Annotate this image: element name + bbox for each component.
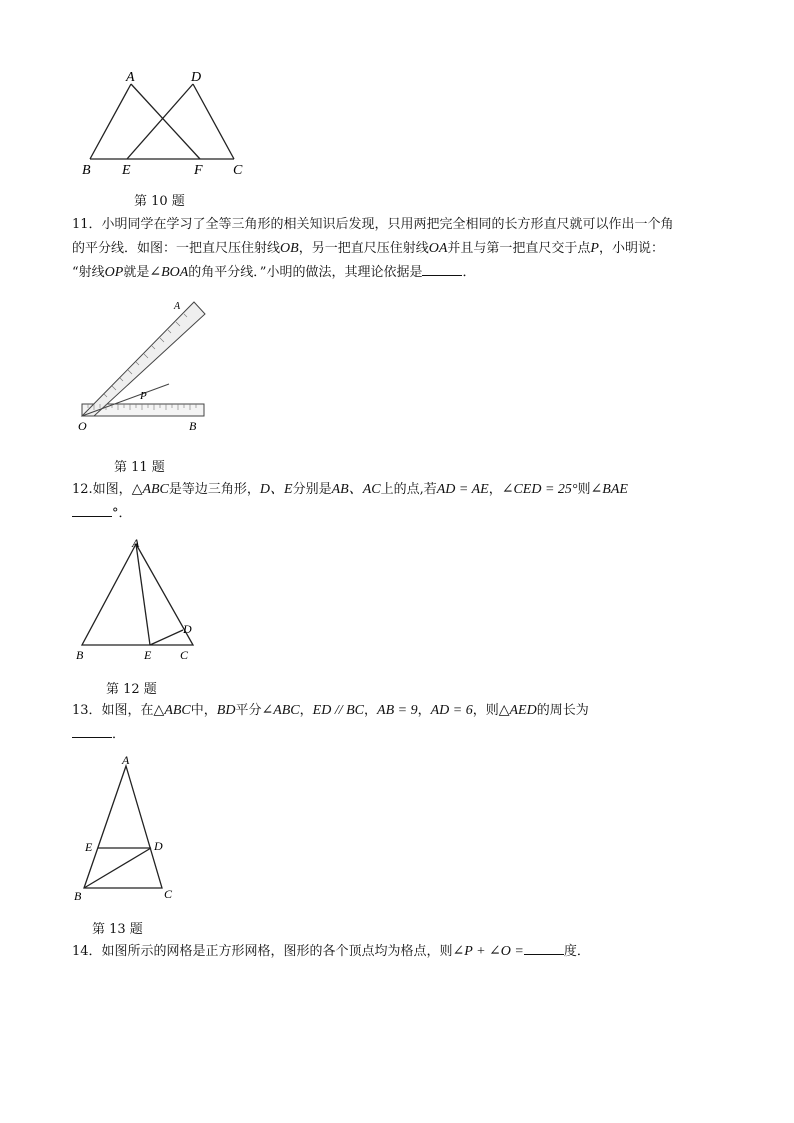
fig10-label-c: C xyxy=(233,163,243,178)
fig10-label-f: F xyxy=(194,163,203,178)
question-11 xyxy=(72,213,674,285)
fig12-label-b: B xyxy=(76,648,84,662)
q12-text: 是等边三角形， xyxy=(168,482,260,497)
q12-sides: AB、AC xyxy=(331,482,381,497)
q13-text: 的周长为 xyxy=(536,703,589,718)
q11-text: “射线 xyxy=(72,265,105,280)
fig13-label-d: D xyxy=(154,839,163,853)
q13-text: ， xyxy=(417,703,431,718)
fig11-label-a: A xyxy=(174,301,181,312)
question-14 xyxy=(72,940,590,964)
q12-triangle: △ABC xyxy=(131,482,169,497)
q11-answer-blank[interactable] xyxy=(422,263,462,276)
fig12-caption: 第 12 题 xyxy=(106,682,157,697)
question-13 xyxy=(72,699,589,747)
q11-text: 就是 xyxy=(123,265,150,280)
fig12-label-e: E xyxy=(144,648,152,662)
figure-10 xyxy=(78,66,258,182)
q12-text: °． xyxy=(112,506,132,521)
q14-answer-blank[interactable] xyxy=(524,942,564,955)
fig13-label-a: A xyxy=(122,753,130,767)
q11-ob: OB xyxy=(280,241,299,256)
q13-ab: AB = 9 xyxy=(377,703,418,718)
q12-unknown-angle: ∠BAE xyxy=(590,482,628,497)
q12-text: 分别是 xyxy=(292,482,332,497)
q11-line3 xyxy=(72,261,674,285)
fig10-label-b: B xyxy=(82,163,91,178)
q13-text: ． xyxy=(112,727,126,742)
q12-condition-2: ∠CED = 25° xyxy=(501,482,578,497)
figure-11 xyxy=(74,298,214,438)
fig10-label-d: D xyxy=(191,70,202,85)
q12-condition-1: AD = AE xyxy=(436,482,489,497)
q14-line1 xyxy=(72,940,590,964)
q11-p: P xyxy=(590,241,599,256)
q12-text: 12.如图， xyxy=(72,482,132,497)
figure-13 xyxy=(70,752,190,904)
q13-triangle-aed: △AED xyxy=(498,703,537,718)
q12-text: ， xyxy=(488,482,502,497)
q11-text: 的角平分线．”小明的做法，其理论依据是 xyxy=(188,265,423,280)
q13-text: 平分 xyxy=(235,703,262,718)
fig13-label-c: C xyxy=(164,887,173,901)
fig11-label-p: P xyxy=(140,390,147,402)
fig11-label-b: B xyxy=(189,419,197,433)
q12-points: D、E xyxy=(259,482,293,497)
q12-text: 上的点,若 xyxy=(380,482,437,497)
q11-line1: 11．小明同学在学习了全等三角形的相关知识后发现，只用两把完全相同的长方形直尺就可以作出一个角 xyxy=(72,217,674,232)
fig11-caption: 第 11 题 xyxy=(114,460,165,475)
q11-angle: ∠BOA xyxy=(149,265,189,280)
fig10-caption: 第 10 题 xyxy=(134,194,185,209)
q11-text: ，另一把直尺压住射线 xyxy=(298,241,429,256)
q11-text: ，小明说： xyxy=(598,241,664,256)
figure-12 xyxy=(72,534,202,666)
q13-angle: ∠ABC xyxy=(261,703,300,718)
q11-op: OP xyxy=(104,265,124,280)
q14-text: 14．如图所示的网格是正方形网格，图形的各个顶点均为格点，则 xyxy=(72,944,453,959)
q11-text: ． xyxy=(462,265,476,280)
q12-answer-blank[interactable] xyxy=(72,504,112,517)
q13-text: 中， xyxy=(190,703,217,718)
q13-triangle: △ABC xyxy=(153,703,191,718)
q13-bisector: BD xyxy=(216,703,236,718)
q11-line2 xyxy=(72,237,674,261)
q11-oa: OA xyxy=(428,241,448,256)
q12-line1 xyxy=(72,478,628,502)
q13-answer-blank[interactable] xyxy=(72,725,112,738)
fig12-label-d: D xyxy=(183,622,192,636)
q12-line2 xyxy=(72,502,628,526)
fig13-caption: 第 13 题 xyxy=(92,922,143,937)
q13-line2 xyxy=(72,723,589,747)
fig10-label-a: A xyxy=(126,70,135,85)
fig12-label-c: C xyxy=(180,648,189,662)
q13-text: ， xyxy=(299,703,313,718)
fig12-label-a: A xyxy=(132,536,140,550)
fig13-label-b: B xyxy=(74,889,82,903)
q14-expression: ∠P + ∠O = xyxy=(452,944,524,959)
fig13-label-e: E xyxy=(85,840,93,854)
q13-text: ，则 xyxy=(472,703,499,718)
q11-text: 并且与第一把直尺交于点 xyxy=(447,241,591,256)
q13-line1 xyxy=(72,699,589,723)
q14-text: 度． xyxy=(563,944,590,959)
question-12 xyxy=(72,478,628,526)
q13-text: ， xyxy=(364,703,378,718)
q11-text: 的平分线．如图：一把直尺压住射线 xyxy=(72,241,281,256)
fig11-label-o: O xyxy=(78,419,87,433)
q13-parallel: ED // BC xyxy=(312,703,364,718)
q12-text: 则 xyxy=(577,482,591,497)
q13-ad: AD = 6 xyxy=(430,703,473,718)
q13-text: 13．如图，在 xyxy=(72,703,154,718)
fig10-label-e: E xyxy=(122,163,131,178)
